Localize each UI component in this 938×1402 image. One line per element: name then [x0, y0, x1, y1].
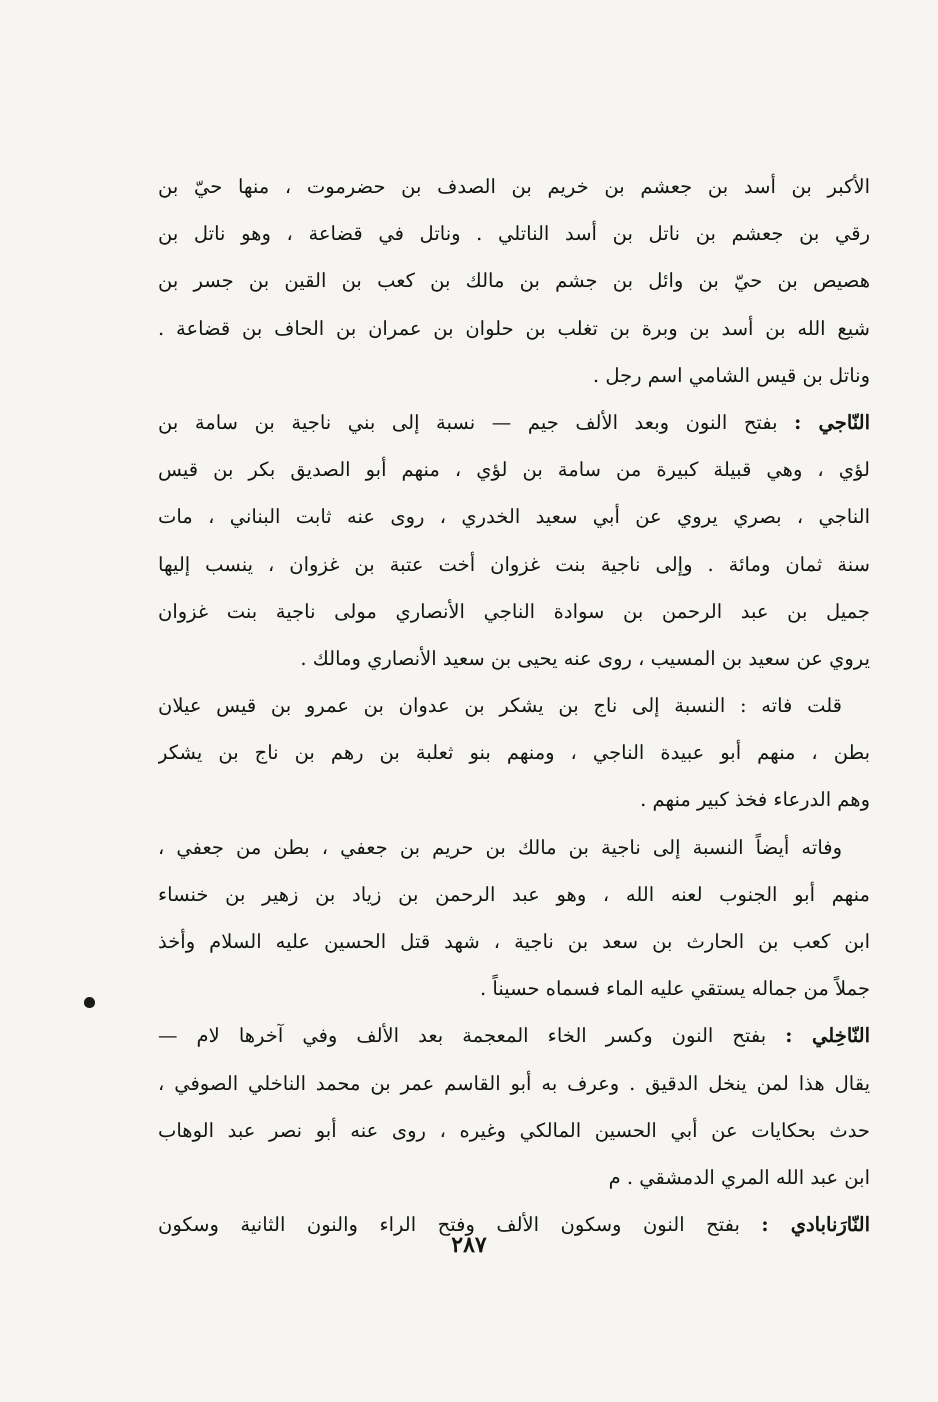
- line-text: سنة ثمان ومائة . وإلى ناجية بنت غزوان أخت عتبة بن غزوان ، ينسب إليها: [158, 552, 870, 576]
- text-line: [158, 305, 870, 352]
- line-text: بفتح النون وكسر الخاء المعجمة بعد الألف وفي آخرها لام —: [158, 1024, 786, 1048]
- text-line: [158, 871, 870, 918]
- line-text: شيع الله بن أسد بن وبرة بن تغلب بن حلوان بن عمران بن الحاف بن قضاعة .: [158, 316, 870, 340]
- line-text: وفاته أيضاً النسبة إلى ناجية بن مالك بن حريم بن جعفي ، بطن من جعفي ،: [158, 835, 842, 859]
- line-text: الأكبر بن أسد بن جعشم بن خريم بن الصدف بن حضرموت ، منها حيّ بن: [158, 175, 870, 198]
- line-text: حدث بحكايات عن أبي الحسين المالكي وغيره ، روى عنه أبو نصر عبد الوهاب: [158, 1118, 870, 1142]
- text-line: [158, 1154, 870, 1201]
- text-line: [158, 493, 870, 540]
- text-line: [158, 446, 870, 493]
- line-text: ابن كعب بن الحارث بن سعد بن ناجية ، شهد قتل الحسين عليه السلام وأخذ: [158, 930, 870, 953]
- entry-heading: النّاخِلي :: [785, 1024, 870, 1048]
- text-line: [158, 776, 870, 823]
- margin-mark-icon: [84, 997, 95, 1008]
- text-line: [158, 918, 870, 965]
- line-text: قلت فاته : النسبة إلى ناج بن يشكر بن عدوان بن عمرو بن قيس عيلان: [158, 694, 842, 718]
- text-line: [158, 729, 870, 776]
- line-text: وهم الدرعاء فخذ كبير منهم .: [640, 788, 870, 812]
- line-text: بفتح النون وبعد الألف جيم — نسبة إلى بني ناجية بن سامة بن: [158, 410, 795, 434]
- line-text: رقي بن جعشم بن ناتل بن أسد الناتلي . وناتل في قضاعة ، وهو ناتل بن: [158, 222, 870, 246]
- text-line: [158, 1060, 870, 1107]
- text-line: [158, 635, 870, 682]
- text-line: [158, 1012, 870, 1059]
- text-line: [158, 1107, 870, 1154]
- line-text: جملاً من جماله يستقي عليه الماء فسماه حسيناً .: [479, 977, 870, 1001]
- text-line: [158, 163, 870, 210]
- text-line: [158, 257, 870, 304]
- line-text: وناتل بن قيس الشامي اسم رجل .: [592, 363, 870, 387]
- line-text: لؤي ، وهي قبيلة كبيرة من سامة بن لؤي ، منهم أبو الصديق بكر بن قيس: [158, 458, 870, 482]
- text-line: [158, 541, 870, 588]
- line-text: الناجي ، بصري يروي عن أبي سعيد الخدري ، روى عنه ثابت البناني ، مات: [158, 505, 870, 529]
- entry-heading: النّارَنابادي :: [761, 1213, 870, 1237]
- page-number: ٢٨٧: [451, 1232, 487, 1258]
- line-text: منهم أبو الجنوب لعنه الله ، وهو عبد الرحمن بن زياد بن زهير بن خنساء: [158, 882, 870, 906]
- text-line: [158, 352, 870, 399]
- line-text: بطن ، منهم أبو عبيدة الناجي ، ومنهم بنو ثعلبة بن رهم بن ناج بن يشكر: [158, 741, 870, 765]
- text-line: [158, 824, 870, 871]
- text-line: [158, 210, 870, 257]
- text-line: [158, 965, 870, 1012]
- line-text: يقال هذا لمن ينخل الدقيق . وعرف به أبو القاسم عمر بن محمد الناخلي الصوفي ،: [158, 1071, 870, 1095]
- page-body: [158, 163, 870, 1248]
- line-text: جميل بن عبد الرحمن بن سوادة الناجي الأنصاري مولى ناجية بنت غزوان: [158, 599, 870, 623]
- text-line: [158, 682, 870, 729]
- line-text: ابن عبد الله المري الدمشقي . م: [608, 1165, 870, 1189]
- line-text: يروي عن سعيد بن المسيب ، روى عنه يحيى بن سعيد الأنصاري ومالك .: [300, 646, 870, 670]
- text-line: [158, 399, 870, 446]
- line-text: هصيص بن حيّ بن وائل بن جشم بن مالك بن كعب بن القين بن جسر بن: [158, 269, 870, 293]
- entry-heading: النّاجي :: [794, 410, 870, 434]
- text-line: [158, 588, 870, 635]
- line-text: بفتح النون وسكون الألف وفتح الراء والنون الثانية وسكون: [158, 1213, 762, 1237]
